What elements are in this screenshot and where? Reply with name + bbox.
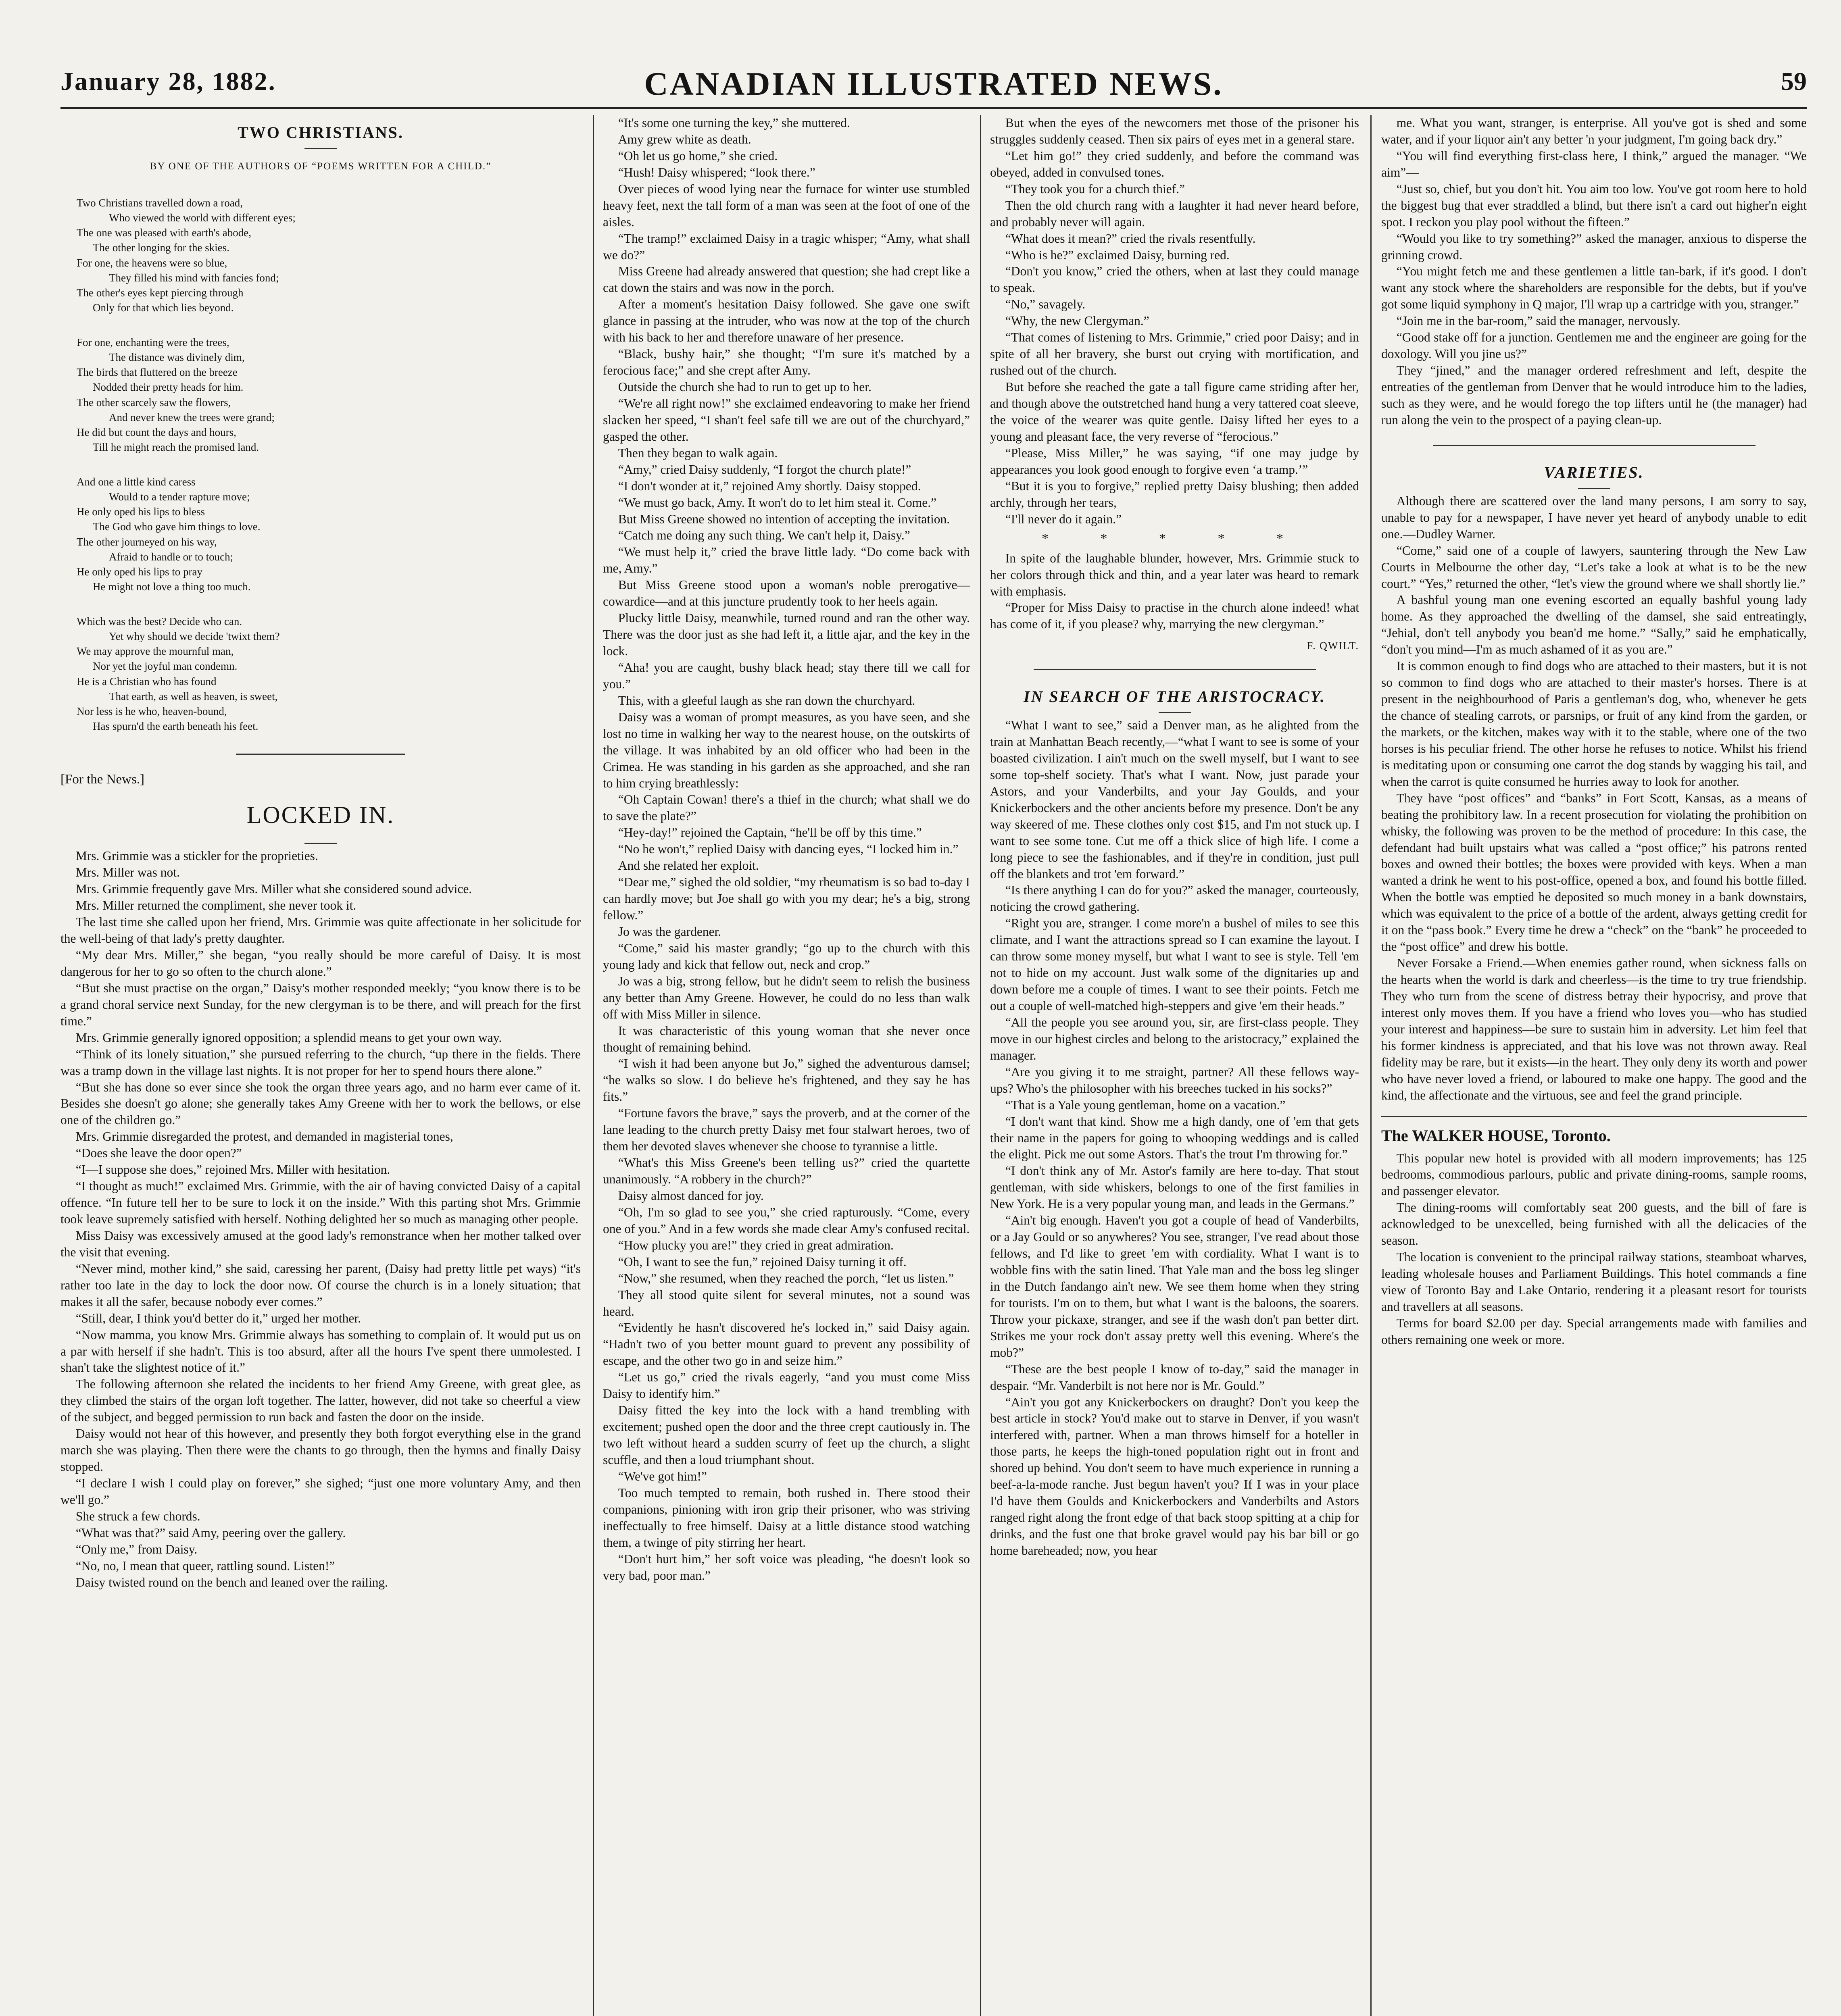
- article-paragraph: “I don't think any of Mr. Astor's family are here to-day. That stout gentleman, with side whiskers, belongs to one of the first families in New York. He is a very popular young man, and leads in the Germans.”: [990, 1164, 1359, 1211]
- poem-stanza: [77, 335, 565, 455]
- story-paragraph: Daisy would not hear of this however, and presently they both forgot everything else in the grand march she was playing. Then there were the chants to go through, then the hymns and finally Daisy stopped.: [60, 1427, 581, 1474]
- story-epilogue: [990, 550, 1359, 633]
- advertisement-paragraph: Terms for board $2.00 per day. Special arrangements made with families and others remaining one week or more.: [1381, 1316, 1807, 1347]
- story-paragraph: Mrs. Grimmie generally ignored opposition; a splendid means to get your own way.: [75, 1030, 502, 1045]
- article-paragraph: “I don't want that kind. Show me a high dandy, one of 'em that gets their name in the papers for going to whooping weddings and is called the elight. Pick me out some Astors. That's the trout I'm throwing for.”: [990, 1114, 1359, 1162]
- poem-line: The other journeyed on his way,: [77, 535, 217, 548]
- poem-line: The distance was divinely dim,: [109, 351, 245, 363]
- story-paragraph: “What was that?” said Amy, peering over the gallery.: [75, 1525, 346, 1540]
- story-paragraph: “What's this Miss Greene's been telling us?” cried the quartette unanimously. “A robbery in the church?”: [603, 1156, 970, 1186]
- poem-line: Only for that which lies beyond.: [93, 302, 234, 314]
- story-paragraph: And she related her exploit.: [618, 858, 759, 873]
- aristocracy-body: [990, 717, 1359, 1559]
- story-paragraph: Daisy was a woman of prompt measures, as you have seen, and she lost no time in walking her way to the nearest house, on the outskirts of the village. It was inhabited by an old officer who had been in the Crimea. He was standing in his garden as she approached, and she ran to him crying breathlessly:: [603, 710, 970, 790]
- story-paragraph: “Aha! you are caught, bushy black head; stay there till we call for you.”: [603, 660, 970, 691]
- story-paragraph: “Don't you know,” cried the others, when at last they could manage to speak.: [990, 264, 1359, 295]
- story-paragraph: “Please, Miss Miller,” he was saying, “if one may judge by appearances you look good enough to forgive even ‘a tramp.’”: [990, 446, 1359, 477]
- story-paragraph: “No, no, I mean that queer, rattling sound. Listen!”: [75, 1558, 335, 1573]
- story-paragraph: “I don't wonder at it,” rejoined Amy shortly. Daisy stopped.: [618, 479, 921, 493]
- poem-line: Who viewed the world with different eyes;: [109, 211, 296, 224]
- story-paragraph: Plucky little Daisy, meanwhile, turned round and ran the other way. There was the door just as she had left it, a little ajar, and the key in the lock.: [603, 611, 970, 658]
- story-paragraph: “Now,” she resumed, when they reached the porch, “let us listen.”: [618, 1271, 954, 1285]
- poem-line: The one was pleased with earth's abode,: [77, 227, 251, 239]
- article-paragraph: “Ain't big enough. Haven't you got a couple of head of Vanderbilts, or a Jay Gould or so anywheres? You see, stranger, I've read about those fellows, and I'd like to greet 'em with cordiality. What I want is to wobble fins with the satin lined. That Yale man and the boss leg slinger in the Dutch fandango ain't new. We see them home when they string for tourists. I'm on to them, but what I want is the baloons, the soarers. Throw your pickaxe, stranger, and see if the wash don't pan better dirt. Strikes me your rock don't assay pretty well this evening. Where's the mob?”: [990, 1213, 1359, 1360]
- story-paragraph: “Black, bushy hair,” she thought; “I'm sure it's matched by a ferocious face;” and she crept after Amy.: [603, 347, 970, 378]
- poem-line: That earth, as well as heaven, is sweet,: [109, 690, 278, 702]
- article-paragraph: “You will find everything first-class here, I think,” argued the manager. “We aim”—: [1381, 148, 1807, 179]
- story-paragraph: Outside the church she had to run to get up to her.: [618, 380, 872, 394]
- story-paragraph: Then they began to walk again.: [618, 446, 778, 460]
- advertisement-paragraph: The location is convenient to the principal railway stations, steamboat wharves, leading wholesale houses and Parliament Buildings. This hotel commands a fine view of Toronto Bay and Lake Ontario, rendering it a pleasant resort for tourists and travellers at all seasons.: [1381, 1250, 1807, 1314]
- walker-house-body: [1381, 1150, 1807, 1348]
- section-rule: [1034, 669, 1316, 670]
- story-paragraph: Jo was a big, strong fellow, but he didn't seem to relish the business any better than Amy Greene. However, he could do no less than walk off with Miss Miller in silence.: [603, 974, 970, 1021]
- column-1: [60, 115, 581, 2016]
- story-paragraph: “Evidently he hasn't discovered he's locked in,” said Daisy again. “Hadn't two of you better mount guard to prevent any possibility of escape, and the other two go in and seize him.”: [603, 1320, 970, 1368]
- poem-line: Which was the best? Decide who can.: [77, 615, 242, 627]
- story-paragraph: But when the eyes of the newcomers met those of the prisoner his struggles suddenly ceased. Then six pairs of eyes met in a general stare.: [990, 116, 1359, 146]
- poem-line: Two Christians travelled down a road,: [77, 196, 243, 209]
- story-signature: F. QWILT.: [1307, 640, 1359, 652]
- story-paragraph: They all stood quite silent for several minutes, not a sound was heard.: [603, 1287, 970, 1318]
- title-rule: [1578, 488, 1610, 489]
- column-2: [603, 115, 970, 2016]
- story-paragraph: “We must help it,” cried the brave little lady. “Do come back with me, Amy.”: [603, 545, 970, 576]
- poem-line: Nor yet the joyful man condemn.: [93, 660, 238, 673]
- poem-line: We may approve the mournful man,: [77, 645, 234, 657]
- story-paragraph: “Oh let us go home,” she cried.: [618, 148, 778, 163]
- story-body: [60, 848, 581, 1591]
- story-paragraph: “They took you for a church thief.”: [1005, 181, 1185, 196]
- story-paragraph: “Who is he?” exclaimed Daisy, burning red.: [1005, 248, 1230, 262]
- story-paragraph: Mrs. Grimmie frequently gave Mrs. Miller what she considered sound advice.: [75, 882, 472, 896]
- article-paragraph: “Ain't you got any Knickerbockers on draught? Don't you keep the best article in stock? You'd make out to starve in Denver, if you wasn't interfered with, partner. When a man throws himself for a hoteller in those parts, he keeps the high-toned population right out in front and shored up behind. You don't seem to have much experience in running a beef-a-la-mode ranche. Just begun haven't you? If I was in your place I'd have them Goulds and Knickerbockers and Vanderbilts and Astors ranged right along the front edge of that back stoop spitting at a chip for drinks, and the fust one that broke gravel would pay his bar bill or go home bareheaded; now, you hear: [990, 1395, 1359, 1558]
- section-rule: [236, 754, 405, 755]
- poem-byline: BY ONE OF THE AUTHORS OF “POEMS WRITTEN FOR A CHILD.”: [150, 161, 492, 172]
- poem-line: Afraid to handle or to touch;: [109, 550, 234, 563]
- story-paragraph: Too much tempted to remain, both rushed in. There stood their companions, pinioning with iron grip their prisoner, who was striving ineffectually to free himself. Daisy at a little distance stood watching them, a twinge of pity stirring her heart.: [603, 1485, 970, 1549]
- story-paragraph: But before she reached the gate a tall figure came striding after her, and though above the outstretched hand hung a very tattered coat sleeve, the voice of the wearer was quite gentle. Daisy lifted her eyes to a young and pleasant face, the very reverse of “ferocious.”: [990, 380, 1359, 444]
- story-paragraph: After a moment's hesitation Daisy followed. She gave one swift glance in passing at the intruder, who was now at the top of the church with his back to her and therefore unaware of her presence.: [603, 297, 970, 345]
- story-paragraph: “Why, the new Clergyman.”: [1005, 314, 1149, 328]
- article-paragraph: “These are the best people I know of to-day,” said the manager in despair. “Mr. Vanderbilt is not here nor is Mr. Gould.”: [990, 1362, 1359, 1393]
- article-paragraph: “Is there anything I can do for you?” asked the manager, courteously, noticing the crowd gathering.: [990, 883, 1359, 914]
- poem-line: The birds that fluttered on the breeze: [77, 366, 238, 378]
- section-stars: * * * * *: [1042, 531, 1307, 546]
- story-paragraph: “Dear me,” sighed the old soldier, “my rheumatism is so bad to-day I can hardly move; but Joe shall go with you my dear; he's a big, strong fellow.”: [603, 875, 970, 922]
- story-paragraph: “Hey-day!” rejoined the Captain, “he'll be off by this time.”: [618, 825, 922, 840]
- story-paragraph: “My dear Mrs. Miller,” she began, “you really should be more careful of Daisy. It is most dangerous for her to go so often to the church alone.”: [60, 948, 581, 979]
- issue-date: January 28, 1882.: [60, 67, 276, 96]
- story-paragraph: This, with a gleeful laugh as she ran down the churchyard.: [618, 693, 915, 708]
- story-paragraph: The last time she called upon her friend, Mrs. Grimmie was quite affectionate in her solicitude for the well-being of that lady's pretty daughter.: [60, 915, 581, 946]
- poem-line: He only oped his lips to pray: [77, 566, 202, 578]
- story-paragraph: “Does she leave the door open?”: [75, 1146, 242, 1160]
- poem-line: The other scarcely saw the flowers,: [77, 396, 231, 408]
- poem-line: Nor less is he who, heaven-bound,: [77, 705, 227, 717]
- aristocracy-continued: [1381, 115, 1807, 429]
- story-paragraph: “Oh, I'm so glad to see you,” she cried rapturously. “Come, every one of you.” And in a few words she made clear Amy's confused recital.: [603, 1205, 970, 1236]
- poem-line: He did but count the days and hours,: [77, 426, 236, 438]
- advertisement-paragraph: The dining-rooms will comfortably seat 200 guests, and the bill of fare is acknowledged to be unexcelled, being furnished with all the delicacies of the season.: [1381, 1200, 1807, 1248]
- story-paragraph: “No he won't,” replied Daisy with dancing eyes, “I locked him in.”: [618, 842, 959, 856]
- column-divider: [980, 115, 981, 2016]
- for-the-news-label: [For the News.]: [60, 772, 145, 787]
- story-paragraph: Daisy fitted the key into the lock with a hand trembling with excitement; pushed open the door and the three crept cautiously in. The two left without heard a sudden scurry of feet up the church, a slight scuffle, and then a loud triumphant shout.: [603, 1403, 970, 1467]
- poem-line: He only oped his lips to bless: [77, 506, 205, 518]
- poem-line: And one a little kind caress: [77, 475, 196, 488]
- poem-line: The God who gave him things to love.: [93, 521, 261, 533]
- story-paragraph: She struck a few chords.: [75, 1509, 200, 1523]
- story-paragraph: Miss Greene had already answered that question; she had crept like a cat down the stairs and was now in the porch.: [603, 264, 970, 295]
- story-paragraph: “I'll never do it again.”: [1005, 512, 1122, 526]
- story-paragraph: “The tramp!” exclaimed Daisy in a tragic whisper; “Amy, what shall we do?”: [603, 231, 970, 262]
- story-paragraph: “Oh Captain Cowan! there's a thief in the church; what shall we do to save the plate?”: [603, 792, 970, 823]
- article-paragraph: “Are you giving it to me straight, partner? All these fellows way-ups? Who's the philosopher with his breeches tucked in his socks?”: [990, 1064, 1359, 1095]
- story-paragraph: Jo was the gardener.: [618, 924, 721, 939]
- advertisement-paragraph: This popular new hotel is provided with all modern improvements; has 125 bedrooms, commodious parlours, public and private dining-rooms, sample rooms, and passenger elevator.: [1381, 1151, 1807, 1198]
- story-paragraph: Mrs. Grimmie disregarded the protest, and demanded in magisterial tones,: [75, 1129, 453, 1144]
- page-number: 59: [1781, 67, 1807, 96]
- poem-line: Would to a tender rapture move;: [109, 490, 250, 503]
- story-paragraph: “But she has done so ever since she took the organ three years ago, and no harm ever came of it. Besides she doesn't go alone; she generally takes Amy Greene with her to work the bellows, or else one of the children go.”: [60, 1080, 581, 1127]
- story-paragraph: “Don't hurt him,” her soft voice was pleading, “he doesn't look so very bad, poor man.”: [603, 1552, 970, 1583]
- story-paragraph: “I thought as much!” exclaimed Mrs. Grimmie, with the air of having convicted Daisy of a capital offence. “In future tell her to be sure to lock it on the inside.” With this parting shot Mrs. Grimmie took leave supremely satisfied with herself. Nothing delighted her so much as managing other people.: [60, 1179, 581, 1227]
- poem-line: Yet why should we decide 'twixt them?: [109, 630, 280, 642]
- varieties-paragraph: “Come,” said one of a couple of lawyers, sauntering through the New Law Courts in Melbourne the other day, “Let's take a look at what is to be the new court.” “Yes,” returned the other, “let's view the ground where we shall shortly lie.”: [1381, 543, 1807, 591]
- story-paragraph: “Catch me doing any such thing. We can't help it, Daisy.”: [618, 528, 910, 543]
- story-paragraph: “What does it mean?” cried the rivals resentfully.: [1005, 231, 1256, 246]
- varieties-body: [1381, 493, 1807, 1104]
- title-rule: [304, 148, 337, 149]
- poem-line: For one, enchanting were the trees,: [77, 336, 229, 348]
- story-paragraph: “Only me,” from Daisy.: [75, 1542, 198, 1556]
- varieties-title: VARIETIES.: [1544, 463, 1644, 481]
- varieties-paragraph: Although there are scattered over the land many persons, I am sorry to say, unable to pay for a newspaper, I have never yet heard of anybody unable to edit one.—Dudley Warner.: [1381, 494, 1807, 541]
- title-rule: [304, 843, 337, 844]
- story-paragraph: “No,” savagely.: [1005, 297, 1086, 312]
- story-paragraph: “We're all right now!” she exclaimed endeavoring to make her friend slacken her speed, “I shan't feel safe till we are out of the churchyard,” gasped the other.: [603, 396, 970, 444]
- story-paragraph: The following afternoon she related the incidents to her friend Amy Greene, with great glee, as they climbed the stairs of the organ loft together. The latter, however, did not take so cheerful a view of the subject, and begged permission to run back and fasten the door on the inside.: [60, 1377, 581, 1425]
- article-paragraph: “Good stake off for a junction. Gentlemen me and the engineer are going for the doxology. Will you jine us?”: [1381, 330, 1807, 361]
- poem-line: He is a Christian who has found: [77, 675, 217, 687]
- story-paragraph: Daisy almost danced for joy.: [618, 1188, 764, 1203]
- article-paragraph: “You might fetch me and these gentlemen a little tan-bark, if it's good. I don't want any stock where the shareholders are responsible for the debts, but if you've got some liquid symphony in Q major, I'll wrap up a cartridge with you, stranger.”: [1381, 264, 1807, 312]
- poem-stanza: [77, 196, 565, 316]
- article-paragraph: “Would you like to try something?” asked the manager, anxious to disperse the grinning crowd.: [1381, 231, 1807, 262]
- story-paragraph: “Let us go,” cried the rivals eagerly, “and you must come Miss Daisy to identify him.”: [603, 1370, 970, 1401]
- poem-line: And never knew the trees were grand;: [109, 411, 275, 423]
- story-paragraph: “I—I suppose she does,” rejoined Mrs. Miller with hesitation.: [75, 1162, 390, 1177]
- story-paragraph: “Still, dear, I think you'd better do it,” urged her mother.: [75, 1311, 361, 1325]
- story-paragraph: “Proper for Miss Daisy to practise in the church alone indeed! what has come of it, if you please? why, marrying the new clergyman.”: [990, 600, 1359, 631]
- section-rule: [1433, 445, 1756, 446]
- story-paragraph: Mrs. Grimmie was a stickler for the proprieties.: [75, 849, 318, 863]
- story-paragraph: Then the old church rang with a laughter it had never heard before, and probably never will again.: [990, 198, 1359, 229]
- aristocracy-title: IN SEARCH OF THE ARISTOCRACY.: [1023, 687, 1326, 706]
- story-paragraph: “But it is you to forgive,” replied pretty Daisy blushing; then added archly, through her tears,: [990, 479, 1359, 510]
- article-paragraph: “What I want to see,” said a Denver man, as he alighted from the train at Manhattan Beach recently,—“what I want to see is some of your boasted civilization. I ain't much on the swell myself, but I want to see some top-shelf society. That's what I want. Now, just parade your Astors, and your Vanderbilts, and your Jay Goulds, and your Knickerbockers and the other ancients before my presence. Don't be any way skeered of me. These clothes only cost $15, and I'm not stuck up. I want to see some tone. Cut me off a thick slice of high life. I come a long piece to see the fashionables, and if they're in condition, just pull off the blankets and trot 'em forward.”: [990, 718, 1359, 881]
- article-paragraph: “All the people you see around you, sir, are first-class people. They move in our highest circles and belong to the aristocracy,” explained the manager.: [990, 1015, 1359, 1062]
- story-paragraph: “I declare I wish I could play on forever,” she sighed; “just one more voluntary Amy, and then we'll go.”: [60, 1476, 581, 1507]
- poem-line: Has spurn'd the earth beneath his feet.: [93, 720, 259, 733]
- story-paragraph: It was characteristic of this young woman that she never once thought of remaining behind.: [603, 1023, 970, 1054]
- poem: [77, 196, 565, 734]
- section-rule: [1381, 1116, 1807, 1117]
- story-paragraph: “Now mamma, you know Mrs. Grimmie always has something to complain of. It would put us on a par with herself if she hadn't. This is too absurd, after all the hours I've spent there unmolested. I shan't take the slightest notice of it.”: [60, 1327, 581, 1375]
- poem-line: The other longing for the skies.: [93, 242, 229, 254]
- walker-house-title: The WALKER HOUSE, Toronto.: [1381, 1126, 1611, 1145]
- story-paragraph: “Hush! Daisy whispered; “look there.”: [618, 165, 815, 179]
- newspaper-title: CANADIAN ILLUSTRATED NEWS.: [644, 65, 1223, 102]
- masthead-rule: [60, 107, 1807, 109]
- column-4: [1381, 115, 1807, 2016]
- story-paragraph: Mrs. Miller returned the compliment, she never took it.: [75, 898, 357, 913]
- story-paragraph: “Amy,” cried Daisy suddenly, “I forgot the church plate!”: [618, 462, 911, 477]
- story-paragraph: “How plucky you are!” they cried in great admiration.: [618, 1238, 894, 1252]
- story-paragraph: But Miss Greene stood upon a woman's noble prerogative—cowardice—and at this juncture prudently took to her heels again.: [603, 578, 970, 609]
- masthead: [60, 38, 1807, 107]
- column-3: [990, 115, 1359, 2016]
- poem-line: Nodded their pretty heads for him.: [93, 381, 244, 394]
- article-paragraph: “Right you are, stranger. I come more'n a bushel of miles to see this climate, and I want the attractions spread so I can examine the layout. I can throw some money myself, but what I want to see is style. Tell 'em not to hide on my account. Just walk some of the dignitaries up and down before me a couple of times. I want to see their points. Fetch me out a couple of well-matched high-steppers and give 'em their heads.”: [990, 916, 1359, 1013]
- story-paragraph: “Let him go!” they cried suddenly, and before the command was obeyed, added in convulsed tones.: [990, 148, 1359, 179]
- story-paragraph: “Oh, I want to see the fun,” rejoined Daisy turning it off.: [618, 1254, 907, 1269]
- title-rule: [1159, 712, 1191, 713]
- poem-line: Till he might reach the promised land.: [93, 441, 259, 454]
- story-paragraph: “Think of its lonely situation,” she pursued referring to the church, “up there in the fields. There was a tramp down in the village last nights. It is not proper for her to spend hours there alone.”: [60, 1047, 581, 1078]
- poem-title: TWO CHRISTIANS.: [238, 123, 404, 142]
- poem-line: For one, the heavens were so blue,: [77, 256, 227, 269]
- column-divider: [593, 115, 594, 2016]
- varieties-paragraph: Never Forsake a Friend.—When enemies gather round, when sickness falls on the hearts when the world is dark and cheerless—is the time to try true friendship. They who turn from the scene of distress betray their hypocrisy, and prove that interest only moves them. If you have a friend who loves you—who has studied your interest and happiness—be sure to sustain him in adversity. Let him feel that his former kindness is appreciated, and that his love was not thrown away. Real fidelity may be rare, but it exists—in the heart. They only deny its worth and power who have never loved a friend, or laboured to make one happy. The good and the kind, the affectionate and the virtuous, see and feel the grand principle.: [1381, 956, 1807, 1102]
- column-divider: [1370, 115, 1372, 2016]
- story-paragraph: Over pieces of wood lying near the furnace for winter use stumbled heavy feet, next the tall form of a man was seen at the foot of one of the aisles.: [603, 181, 970, 229]
- story-paragraph: “I wish it had been anyone but Jo,” sighed the adventurous damsel; “he walks so slow. I do believe he's frightened, and they say he has fits.”: [603, 1056, 970, 1104]
- poem-stanza: [77, 614, 565, 734]
- story-paragraph: “Never mind, mother kind,” she said, caressing her parent, (Daisy had pretty little pet ways) “it's rather too late in the day to lock the door now. Of course the church is in a lonely situation; that makes it all the safer, because nobody ever comes.”: [60, 1261, 581, 1309]
- poem-line: They filled his mind with fancies fond;: [109, 271, 279, 284]
- story-paragraph: Miss Daisy was excessively amused at the good lady's remonstrance when her mother talked over the visit that evening.: [60, 1228, 581, 1259]
- poem-stanza: [77, 475, 565, 595]
- story-paragraph: Daisy twisted round on the bench and leaned over the railing.: [75, 1575, 388, 1589]
- varieties-paragraph: A bashful young man one evening escorted an equally bashful young lady home. As they approached the dwelling of the damsel, she said entreatingly, “Jehial, don't tell anybody you bean'd me home.” “Sally,” said he emphatically, “don't you mind—I'm as much ashamed of it as you are.”: [1381, 593, 1807, 657]
- story-title: LOCKED IN.: [246, 802, 395, 829]
- article-paragraph: “Join me in the bar-room,” said the manager, nervously.: [1396, 314, 1680, 328]
- article-paragraph: me. What you want, stranger, is enterprise. All you've got is shed and some water, and if your liquor ain't any better 'n your judgment, I'm going back dry.”: [1381, 116, 1807, 146]
- story-paragraph: “But she must practise on the organ,” Daisy's mother responded meekly; “you know there is to be a grand choral service next Sunday, for the new clergyman is to be there, and will preach for the first time.”: [60, 981, 581, 1028]
- varieties-paragraph: It is common enough to find dogs who are attached to their masters, but it is not so common to find dogs who are attached to their master's horses. There is at present in the neighbourhood of Paris a gentleman's dog, who, whenever he gets the chance of stealing carrots, or parsnips, or fruit of any kind from the garden, or the markets, or the kitchen, makes way with it to the stable, where one of the two horses is his peculiar friend. The other horse he refuses to notice. Whilst his friend is meditating upon or consuming one carrot the dog stands by wagging his tail, and when the carrot is quite consumed he hurries away to look for another.: [1381, 659, 1807, 789]
- story-paragraph: “It's some one turning the key,” she muttered.: [618, 116, 850, 130]
- story-paragraph: “We must go back, Amy. It won't do to let him steal it. Come.”: [618, 495, 937, 510]
- story-paragraph: “Come,” said his master grandly; “go up to the church with this young lady and kick that fellow out, neck and crop.”: [603, 941, 970, 972]
- poem-line: The other's eyes kept piercing through: [77, 287, 244, 299]
- story-paragraph: “We've got him!”: [618, 1469, 707, 1483]
- story-paragraph: But Miss Greene showed no intention of accepting the invitation.: [618, 512, 950, 526]
- varieties-paragraph: They have “post offices” and “banks” in Fort Scott, Kansas, as a means of beating the prohibitory law. In a recent prosecution for violating the prohibition on whisky, the following was proven to be the method of procedure: In this case, the defendant had built upstairs what was called a “post office;” his patrons rented boxes and owned their bottles; the boxes were provided with keys. When a man wanted a drink he went to his post-office, opened a box, and found his bottle filled. When the bottle was emptied he deposited so much money in a bank downstairs, which was equivalent to the price of a bottle of the ardent, always getting credit for it on the “pass book.” Every time he drew a “check” on the “bank” he proceeded to the “post office” and drew his bottle.: [1381, 791, 1807, 954]
- article-paragraph: “That is a Yale young gentleman, home on a vacation.”: [1005, 1098, 1286, 1112]
- story-continued: [603, 115, 970, 1584]
- story-paragraph: In spite of the laughable blunder, however, Mrs. Grimmie stuck to her colors through thick and thin, and a year later was heard to remark with emphasis.: [990, 551, 1359, 598]
- story-paragraph: “That comes of listening to Mrs. Grimmie,” cried poor Daisy; and in spite of all her bravery, she burst out crying with mortification, and rushed out of the church.: [990, 330, 1359, 378]
- poem-line: He might not love a thing too much.: [93, 581, 251, 593]
- story-conclusion: [990, 115, 1359, 527]
- story-paragraph: Mrs. Miller was not.: [75, 865, 180, 880]
- story-paragraph: “Fortune favors the brave,” says the proverb, and at the corner of the lane leading to the church pretty Daisy met four stalwart heroes, two of them her devoted slaves whenever she choose to tyrannise a little.: [603, 1106, 970, 1154]
- article-paragraph: “Just so, chief, but you don't hit. You aim too low. You've got room here to hold the biggest bug that ever straddled a blind, but there isn't a card out higher'n eight spot. I reckon you play pool without the fifteen.”: [1381, 181, 1807, 229]
- story-paragraph: Amy grew white as death.: [618, 132, 751, 146]
- article-paragraph: They “jined,” and the manager ordered refreshment and left, despite the entreaties of the gentleman from Denver that he would introduce him to the ladies, such as they were, and he would forego the top lifters until he (the manager) had run along the vein to the prospect of a paying clean-up.: [1381, 363, 1807, 427]
